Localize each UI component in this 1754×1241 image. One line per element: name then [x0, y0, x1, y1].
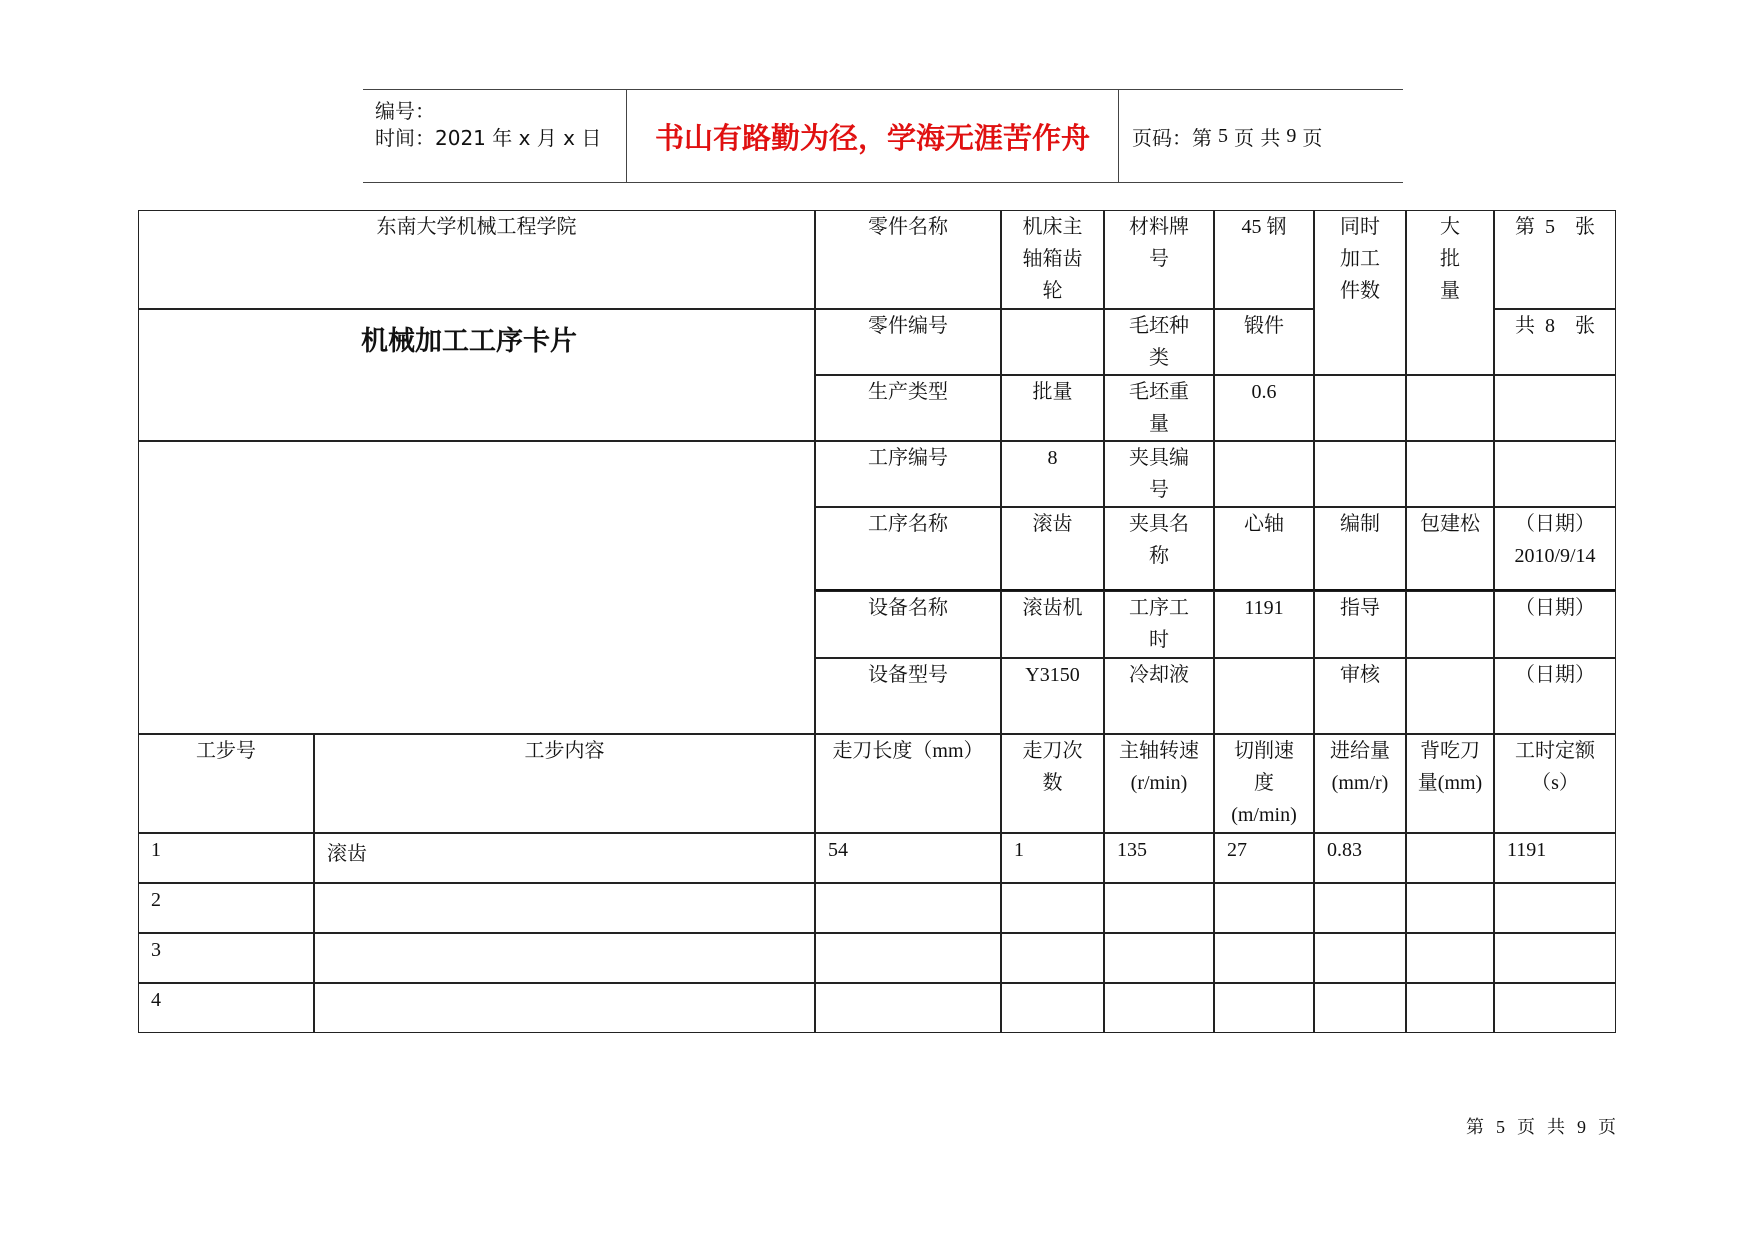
card-title: 机械加工工序卡片	[138, 309, 815, 441]
label-coolant: 冷却液	[1104, 658, 1214, 734]
step-passes: 1	[1001, 833, 1104, 883]
value-prod-type: 批量	[1001, 375, 1104, 441]
step-passes	[1001, 883, 1104, 933]
step-depth	[1406, 933, 1494, 983]
value-op-name: 滚齿	[1001, 507, 1104, 591]
label-blank-type: 毛坯种类	[1104, 309, 1214, 375]
value-op-hours: 1191	[1214, 591, 1314, 658]
label-fixture-name: 夹具名称	[1104, 507, 1214, 591]
step-length: 54	[815, 833, 1001, 883]
page-prefix: 页码：第	[1132, 125, 1212, 150]
value-part-name: 机床主轴箱齿轮	[1001, 210, 1104, 309]
step-cut-speed: 27	[1214, 833, 1314, 883]
step-cut-speed	[1214, 883, 1314, 933]
value-blank-type: 锻件	[1214, 309, 1314, 375]
compile-date: （日期） 2010/9/14	[1494, 507, 1616, 591]
value-guide	[1406, 591, 1494, 658]
step-time	[1494, 933, 1616, 983]
document-number-label: 编号：	[375, 99, 435, 123]
value-blank-weight: 0.6	[1214, 375, 1314, 441]
step-no: 2	[138, 883, 314, 933]
step-passes	[1001, 983, 1104, 1033]
sheet-number: 第 5 张	[1494, 210, 1616, 309]
step-spindle-speed	[1104, 883, 1214, 933]
step-content	[314, 983, 815, 1033]
header-meta	[363, 90, 627, 182]
page-mid: 页 共	[1234, 125, 1281, 150]
step-length	[815, 933, 1001, 983]
empty-cell	[1406, 375, 1494, 441]
header-passes: 走刀次数	[1001, 734, 1104, 833]
step-passes	[1001, 933, 1104, 983]
page-indicator	[1119, 90, 1403, 182]
header-time: 工时定额（s）	[1494, 734, 1616, 833]
review-date: （日期）	[1494, 658, 1616, 734]
step-content	[314, 933, 815, 983]
header-depth: 背吃刀量(mm)	[1406, 734, 1494, 833]
page-footer: 第 5 页 共 9 页	[1466, 1117, 1617, 1137]
label-compiled: 编制	[1314, 507, 1406, 591]
label-part-name: 零件名称	[815, 210, 1001, 309]
value-material: 45 钢	[1214, 210, 1314, 309]
step-time	[1494, 883, 1616, 933]
label-part-no: 零件编号	[815, 309, 1001, 375]
label-equip-model: 设备型号	[815, 658, 1001, 734]
step-length	[815, 883, 1001, 933]
step-depth	[1406, 833, 1494, 883]
header-length: 走刀长度（mm）	[815, 734, 1001, 833]
process-sketch-area	[138, 441, 815, 734]
label-op-no: 工序编号	[815, 441, 1001, 507]
label-review: 审核	[1314, 658, 1406, 734]
label-prod-type: 生产类型	[815, 375, 1001, 441]
value-review	[1406, 658, 1494, 734]
step-spindle-speed: 135	[1104, 833, 1214, 883]
step-feed: 0.83	[1314, 833, 1406, 883]
step-feed	[1314, 883, 1406, 933]
step-feed	[1314, 983, 1406, 1033]
value-compiler: 包建松	[1406, 507, 1494, 591]
value-op-no: 8	[1001, 441, 1104, 507]
header-step-no: 工步号	[138, 734, 314, 833]
document-time-label: 时间：2021 年 x 月 x 日	[375, 126, 602, 150]
value-fixture-name: 心轴	[1214, 507, 1314, 591]
step-no: 1	[138, 833, 314, 883]
empty-cell	[1314, 441, 1406, 507]
value-coolant	[1214, 658, 1314, 734]
step-spindle-speed	[1104, 983, 1214, 1033]
label-material: 材料牌号	[1104, 210, 1214, 309]
step-no: 3	[138, 933, 314, 983]
page-current: 5	[1218, 124, 1228, 147]
label-op-hours: 工序工时	[1104, 591, 1214, 658]
label-blank-weight: 毛坯重量	[1104, 375, 1214, 441]
empty-cell	[1314, 375, 1406, 441]
page-header	[363, 89, 1403, 183]
motto-banner: 书山有路勤为径，学海无涯苦作舟	[627, 90, 1119, 182]
school-name: 东南大学机械工程学院	[138, 210, 815, 309]
guide-date: （日期）	[1494, 591, 1616, 658]
step-depth	[1406, 883, 1494, 933]
step-content: 滚齿	[314, 833, 815, 883]
label-equip-name: 设备名称	[815, 591, 1001, 658]
step-cut-speed	[1214, 933, 1314, 983]
value-equip-model: Y3150	[1001, 658, 1104, 734]
step-time: 1191	[1494, 833, 1616, 883]
process-card-table	[138, 210, 1616, 1034]
step-length	[815, 983, 1001, 1033]
header-cut-speed: 切削速度(m/min)	[1214, 734, 1314, 833]
step-time	[1494, 983, 1616, 1033]
label-guide: 指导	[1314, 591, 1406, 658]
sheets-total: 共 8 张	[1494, 309, 1616, 375]
step-spindle-speed	[1104, 933, 1214, 983]
header-step-content: 工步内容	[314, 734, 815, 833]
empty-cell	[1406, 441, 1494, 507]
value-batch: 大批量	[1406, 210, 1494, 375]
step-cut-speed	[1214, 983, 1314, 1033]
header-spindle-speed: 主轴转速(r/min)	[1104, 734, 1214, 833]
page-total: 9	[1286, 124, 1297, 147]
label-op-name: 工序名称	[815, 507, 1001, 591]
step-no: 4	[138, 983, 314, 1033]
page-suffix: 页	[1302, 125, 1323, 150]
value-equip-name: 滚齿机	[1001, 591, 1104, 658]
label-fixture-no: 夹具编号	[1104, 441, 1214, 507]
header-feed: 进给量(mm/r)	[1314, 734, 1406, 833]
value-part-no	[1001, 309, 1104, 375]
empty-cell	[1494, 375, 1616, 441]
value-fixture-no	[1214, 441, 1314, 507]
label-simultaneous: 同时加工件数	[1314, 210, 1406, 375]
step-depth	[1406, 983, 1494, 1033]
empty-cell	[1494, 441, 1616, 507]
step-feed	[1314, 933, 1406, 983]
step-content	[314, 883, 815, 933]
